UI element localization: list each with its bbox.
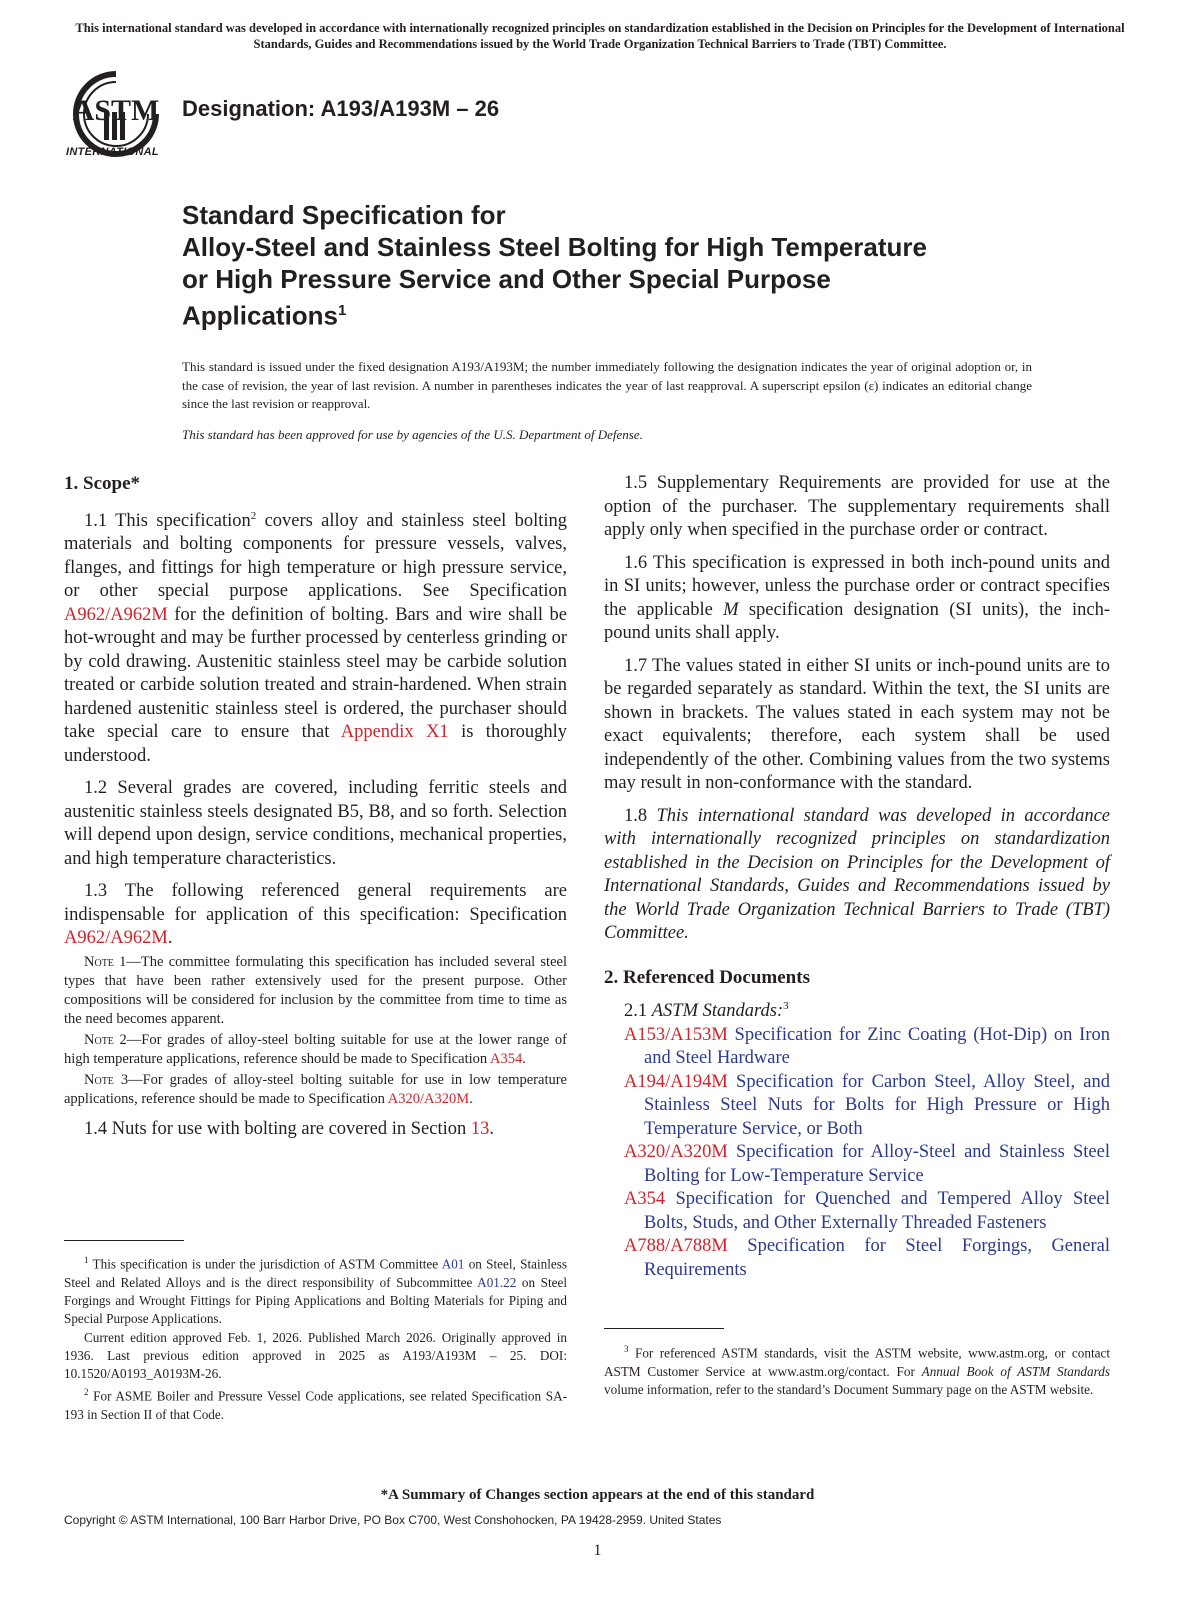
paragraph-1-1: 1.1 This specification$^2$ covers alloy and stainless steel bolting materials and bolting components for pressure vessels, valves, flanges, and fittings for high temperature or high pressure service, or other special purpose applications. See Specification A962/A962M for the definition of bolting. Bars and wire shall be hot-wrought and may be further processed by centerless grinding or by cold drawing. Austenitic stainless steel may be carbide solution treated or carbide solution treated and strain-hardened. When strain hardened austenitic stainless steel is ordered, the purchaser should take special care to ensure that Appendix X1 is thoroughly understood.: [64, 509, 568, 766]
left-column: [64, 472, 567, 1141]
title-footnote-mark: 1: [338, 302, 347, 319]
footnotes-left: [64, 1251, 567, 1424]
paragraph-1-4: 1.4 Nuts for use with bolting are covered in Section 13.: [84, 1118, 494, 1139]
link-appendix-x1[interactable]: Appendix X1: [340, 722, 449, 743]
reference-list: [604, 1024, 1110, 1283]
footnote-3: $^3$ For referenced ASTM standards, visit the ASTM website, www.astm.org, or contact ASTM Customer Service at www.astm.org/contact. For Annual Book of ASTM Standards volume information, refer to the standard’s Document Summary page on the ASTM website.: [604, 1344, 1110, 1397]
footnote-2: $^2$ For ASME Boiler and Pressure Vessel Code applications, see related Specification SA-193 in Section II of that Code.: [64, 1387, 567, 1423]
designation: Designation: A193/A193M – 26: [182, 96, 500, 121]
reference-item[interactable]: A320/A320M Specification for Alloy-Steel and Stainless Steel Bolting for Low-Temperature Service: [624, 1142, 1110, 1186]
ref-code-a320[interactable]: A320/A320M: [624, 1142, 728, 1163]
note-1: Note 1—The committee formulating this specification has included several steel types that have been rather extensively used for the present purpose. Other compositions will be considered for inclusion by the committee from time to time as the need becomes apparent.: [64, 953, 567, 1027]
dod-approval: This standard has been approved for use by agencies of the U.S. Department of Defense.: [182, 427, 643, 442]
subsection-2-1: 2.1 ASTM Standards:$^3$: [624, 1000, 789, 1022]
footnote-1: $^1$ This specification is under the jurisdiction of ASTM Committee A01 on Steel, Stainless Steel and Related Alloys and is the direct responsibility of Subcommittee A01.22 on Steel Forgings and Wrought Fittings for Piping Applications and Bolting Materials for Piping and Special Purpose Applications.: [64, 1255, 567, 1327]
section-2-heading: 2. Referenced Documents: [604, 966, 810, 988]
top-notice: This international standard was developed in accordance with internationally recognized principles on standardization established in the Decision on Principles for the Development of International Standards, Guides and Recommendations issued by the World Trade Organization Technical Barriers to Trade (TBT) Committee.: [75, 21, 1125, 51]
paragraph-1-6: 1.6 This specification is expressed in both inch-pound units and in SI units; however, unless the purchase order or contract specifies the applicable M specification designation (SI units), the inch-pound units shall apply.: [604, 552, 1110, 643]
link-subcommittee-a0122[interactable]: A01.22: [477, 1274, 517, 1290]
note-3: Note 3—For grades of alloy-steel bolting suitable for use in low temperature applications, reference should be made to Specification A320/A320M.: [64, 1071, 567, 1107]
paragraph-1-5: 1.5 Supplementary Requirements are provided for use at the option of the purchaser. The supplementary requirements shall apply only when specified in the purchase order or contract.: [604, 473, 1110, 540]
link-a962[interactable]: A962/A962M: [64, 604, 168, 625]
footnote-rule-left: [64, 1240, 184, 1241]
title-line-4: Applications: [182, 300, 339, 331]
reference-item[interactable]: A354 Specification for Quenched and Tempered Alloy Steel Bolts, Studs, and Other Externally Threaded Fasteners: [624, 1189, 1110, 1233]
ref-code-a788[interactable]: A788/A788M: [624, 1236, 728, 1257]
issuance-statement: This standard is issued under the fixed designation A193/A193M; the number immediately following the designation indicates the year of original adoption or, in the case of revision, the year of last revision. A number in parentheses indicates the year of last reapproval. A superscript epsilon (ε) indicates an editorial change since the last revision or reapproval.: [182, 359, 1032, 411]
link-a962-2[interactable]: A962/A962M: [64, 928, 168, 949]
ref-code-a194[interactable]: A194/A194M: [624, 1071, 728, 1092]
logo-subtitle: INTERNATIONAL: [66, 146, 159, 158]
note-2: Note 2—For grades of alloy-steel bolting suitable for use at the lower range of high temperature applications, reference should be made to Specification A354.: [64, 1031, 567, 1067]
right-column: [604, 472, 1110, 1282]
footnote-1-edition: Current edition approved Feb. 1, 2026. Published March 2026. Originally approved in 1936. Last previous edition approved in 2025 as A193/A193M – 25. DOI: 10.1520/A0193_A0193M-26.: [64, 1329, 567, 1382]
paragraph-1-2: 1.2 Several grades are covered, including ferritic steels and austenitic stainless steels designated B5, B8, and so forth. Selection will depend upon design, service conditions, mechanical properties, and high temperature characteristics.: [64, 778, 567, 869]
copyright: Copyright © ASTM International, 100 Barr Harbor Drive, PO Box C700, West Conshohocken, PA 19428-2959. United States: [64, 1513, 722, 1527]
title-line-2: Alloy-Steel and Stainless Steel Bolting for High Temperature: [182, 232, 927, 262]
paragraph-1-3: 1.3 The following referenced general requirements are indispensable for application of this specification: Specification A962/A962M.: [64, 881, 567, 949]
summary-of-changes-note: *A Summary of Changes section appears at the end of this standard: [380, 1487, 815, 1503]
ref-code-a153[interactable]: A153/A153M: [624, 1024, 728, 1045]
paragraph-1-8: 1.8 This international standard was developed in accordance with internationally recognized principles on standardization established in the Decision on Principles for the Development of International Standards, Guides and Recommendations issued by the World Trade Organization Technical Barriers to Trade (TBT) Committee.: [604, 805, 1110, 943]
section-1-heading: 1. Scope*: [64, 473, 140, 494]
logo-text: ASTM: [72, 94, 160, 127]
reference-item[interactable]: A194/A194M Specification for Carbon Steel, Alloy Steel, and Stainless Steel Nuts for Bolts for High Pressure or High Temperature Service, or Both: [624, 1071, 1110, 1139]
ref-code-a354[interactable]: A354: [624, 1189, 666, 1210]
reference-item[interactable]: A788/A788M Specification for Steel Forgings, General Requirements: [624, 1236, 1110, 1280]
footnote-rule-right: [604, 1328, 724, 1329]
page-number: 1: [593, 1542, 602, 1559]
link-section-13[interactable]: 13: [470, 1118, 490, 1139]
title-line-3: or High Pressure Service and Other Special Purpose: [182, 264, 831, 294]
reference-item[interactable]: A153/A153M Specification for Zinc Coating (Hot-Dip) on Iron and Steel Hardware: [624, 1024, 1110, 1069]
paragraph-1-7: 1.7 The values stated in either SI units or inch-pound units are to be regarded separately as standard. Within the text, the SI units are shown in brackets. The values stated in each system may not be exact equivalents; therefore, each system shall be used independently of the other. Combining values from the two systems may result in non-conformance with the standard.: [604, 655, 1110, 793]
title-line-1: Standard Specification for: [182, 200, 506, 230]
link-a354[interactable]: A354: [489, 1050, 523, 1067]
page-title: [182, 199, 1082, 332]
link-a320[interactable]: A320/A320M: [387, 1090, 470, 1107]
link-committee-a01[interactable]: A01: [441, 1256, 465, 1272]
